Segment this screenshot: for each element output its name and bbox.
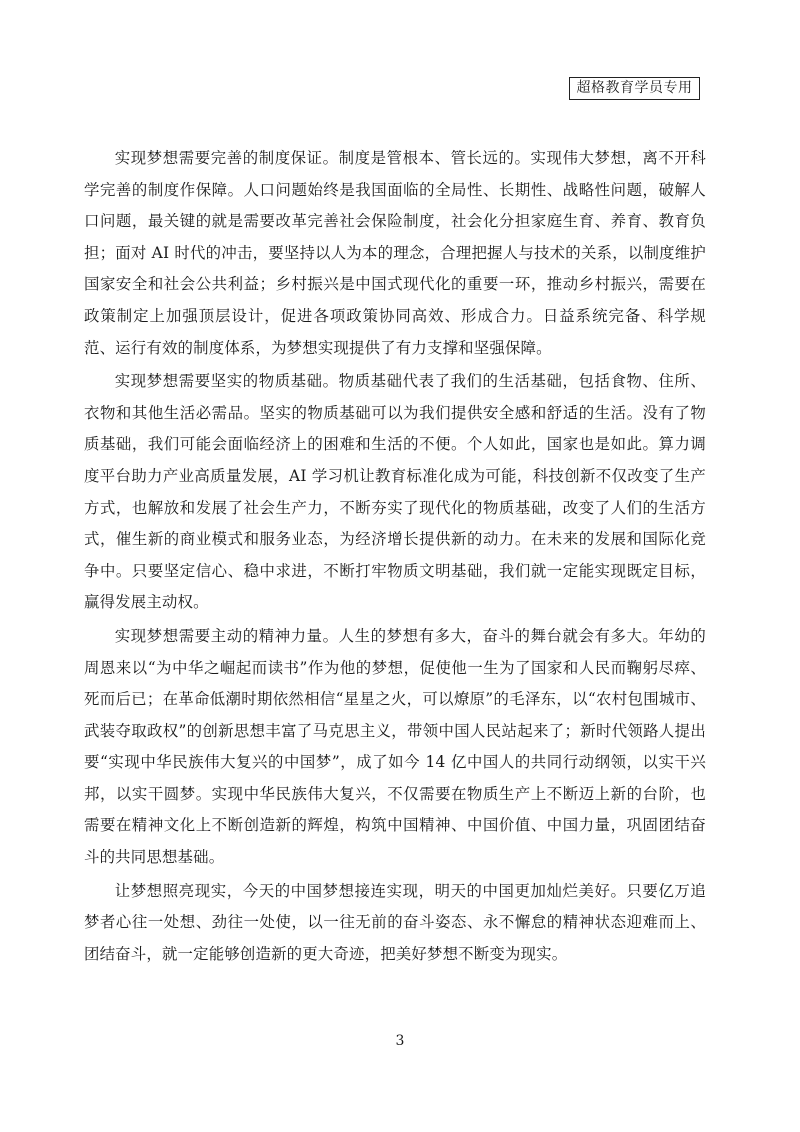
paragraph-conclusion: 让梦想照亮现实，今天的中国梦想接连实现，明天的中国更加灿烂美好。只要亿万追梦者心往一处想、劲往一处使，以一往无前的奋斗姿态、永不懈怠的精神状态迎难而上、团结奋斗，就一定能够创造新的更大奇迹，把美好梦想不断变为现实。 <box>84 881 706 963</box>
essay-body <box>84 143 706 972</box>
page-number: 3 <box>395 1033 405 1049</box>
paragraph-material-foundation: 实现梦想需要坚实的物质基础。物质基础代表了我们的生活基础，包括食物、住所、衣物和其他生活必需品。坚实的物质基础可以为我们提供安全感和舒适的生活。没有了物质基础，我们可能会面临经济上的困难和生活的不便。个人如此，国家也是如此。算力调度平台助力产业高质量发展，AI 学习机让教育标准化成为可能，科技创新不仅改变了生产方式，也解放和发展了社会生产力，不断夯实了现代化的物质基础，改变了人们的生活方式，催生新的商业模式和服务业态，为经济增长提供新的动力。在未来的发展和国际化竞争中。只要坚定信心、稳中求进，不断打牢物质文明基础，我们就一定能实现既定目标，赢得发展主动权。 <box>84 372 706 612</box>
paragraph-institutional-guarantee: 实现梦想需要完善的制度保证。制度是管根本、管长远的。实现伟大梦想，离不开科学完善的制度作保障。人口问题始终是我国面临的全局性、长期性、战略性问题，破解人口问题，最关键的就是需要改革完善社会保险制度，社会化分担家庭生育、养育、教育负担；面对 AI 时代的冲击，要坚持以人为本的理念，合理把握人与技术的关系，以制度维护国家安全和社会公共利益；乡村振兴是中国式现代化的重要一环，推动乡村振兴，需要在政策制定上加强顶层设计，促进各项政策协同高效、形成合力。日益系统完备、科学规范、运行有效的制度体系，为梦想实现提供了有力支撑和坚强保障。 <box>84 149 706 357</box>
paragraph-spiritual-strength: 实现梦想需要主动的精神力量。人生的梦想有多大，奋斗的舞台就会有多大。年幼的周恩来以“为中华之崛起而读书”作为他的梦想，促使他一生为了国家和人民而鞠躬尽瘁、死而后已；在革命低潮时期依然相信“星星之火，可以燎原”的毛泽东，以“农村包围城市、武装夺取政权”的创新思想丰富了马克思主义，带领中国人民站起来了；新时代领路人提出要“实现中华民族伟大复兴的中国梦”，成了如今 14 亿中国人的共同行动纲领，以实干兴邦，以实干圆梦。实现中华民族伟大复兴，不仅需要在物质生产上不断迈上新的台阶，也需要在精神文化上不断创造新的辉煌，构筑中国精神、中国价值、中国力量，巩固团结奋斗的共同思想基础。 <box>84 626 706 867</box>
usage-stamp: 超格教育学员专用 <box>569 77 700 100</box>
